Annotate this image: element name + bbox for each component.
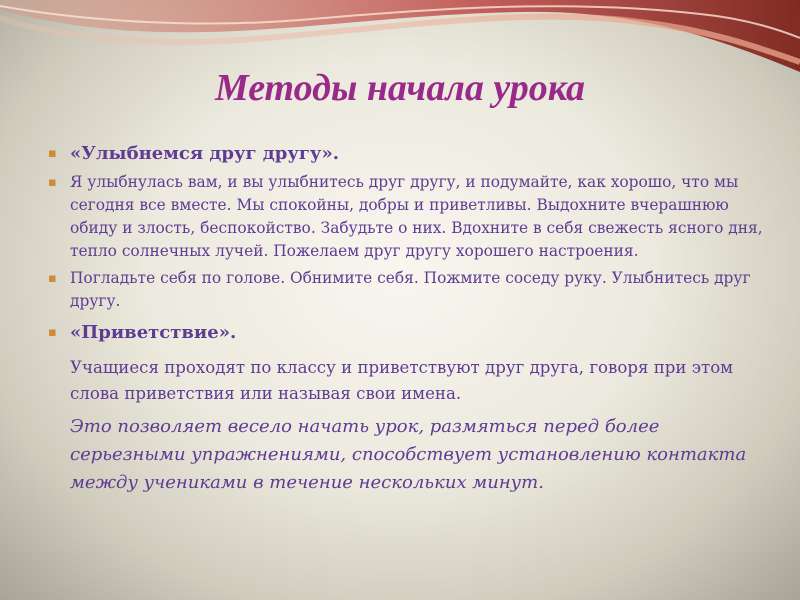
list-item-label: «Улыбнемся друг другу». (70, 143, 339, 164)
list-item-heading (46, 321, 766, 345)
list-item-label: Я улыбнулась вам, и вы улыбнитесь друг другу, и подумайте, как хорошо, что мы сегодня все вместе. Мы спокойны, добры и приветливы. Выдохните вчерашнюю обиду и злость, беспокойство. Забудьте о них. Вдохните в себя свежесть ясного дня, тепло солнечных лучей. Пожелаем друг другу хорошего настроения. (70, 173, 763, 260)
content-body (46, 142, 766, 497)
slide-title: Методы начала урока (214, 67, 586, 109)
bullet-icon: ▪ (48, 146, 57, 161)
bullet-icon: ▪ (48, 271, 57, 286)
description-paragraph: Учащиеся проходят по классу и приветствуют друг друга, говоря при этом слова приветствия или называя свои имена. (70, 358, 734, 403)
bullet-icon: ▪ (48, 175, 57, 190)
italic-paragraph: Это позволяет весело начать урок, размяться перед более серьезными упражнениями, способствует установлению контакта между учениками в течение нескольких минут. (70, 416, 747, 493)
bullet-icon: ▪ (48, 325, 57, 340)
list-item (46, 171, 766, 263)
list-item-label: «Приветствие». (70, 322, 237, 343)
list-item-label: Погладьте себя по голове. Обнимите себя. Пожмите соседу руку. Улыбнитесь друг другу. (70, 269, 751, 310)
list-item-heading (46, 142, 766, 166)
list-item (46, 267, 766, 313)
